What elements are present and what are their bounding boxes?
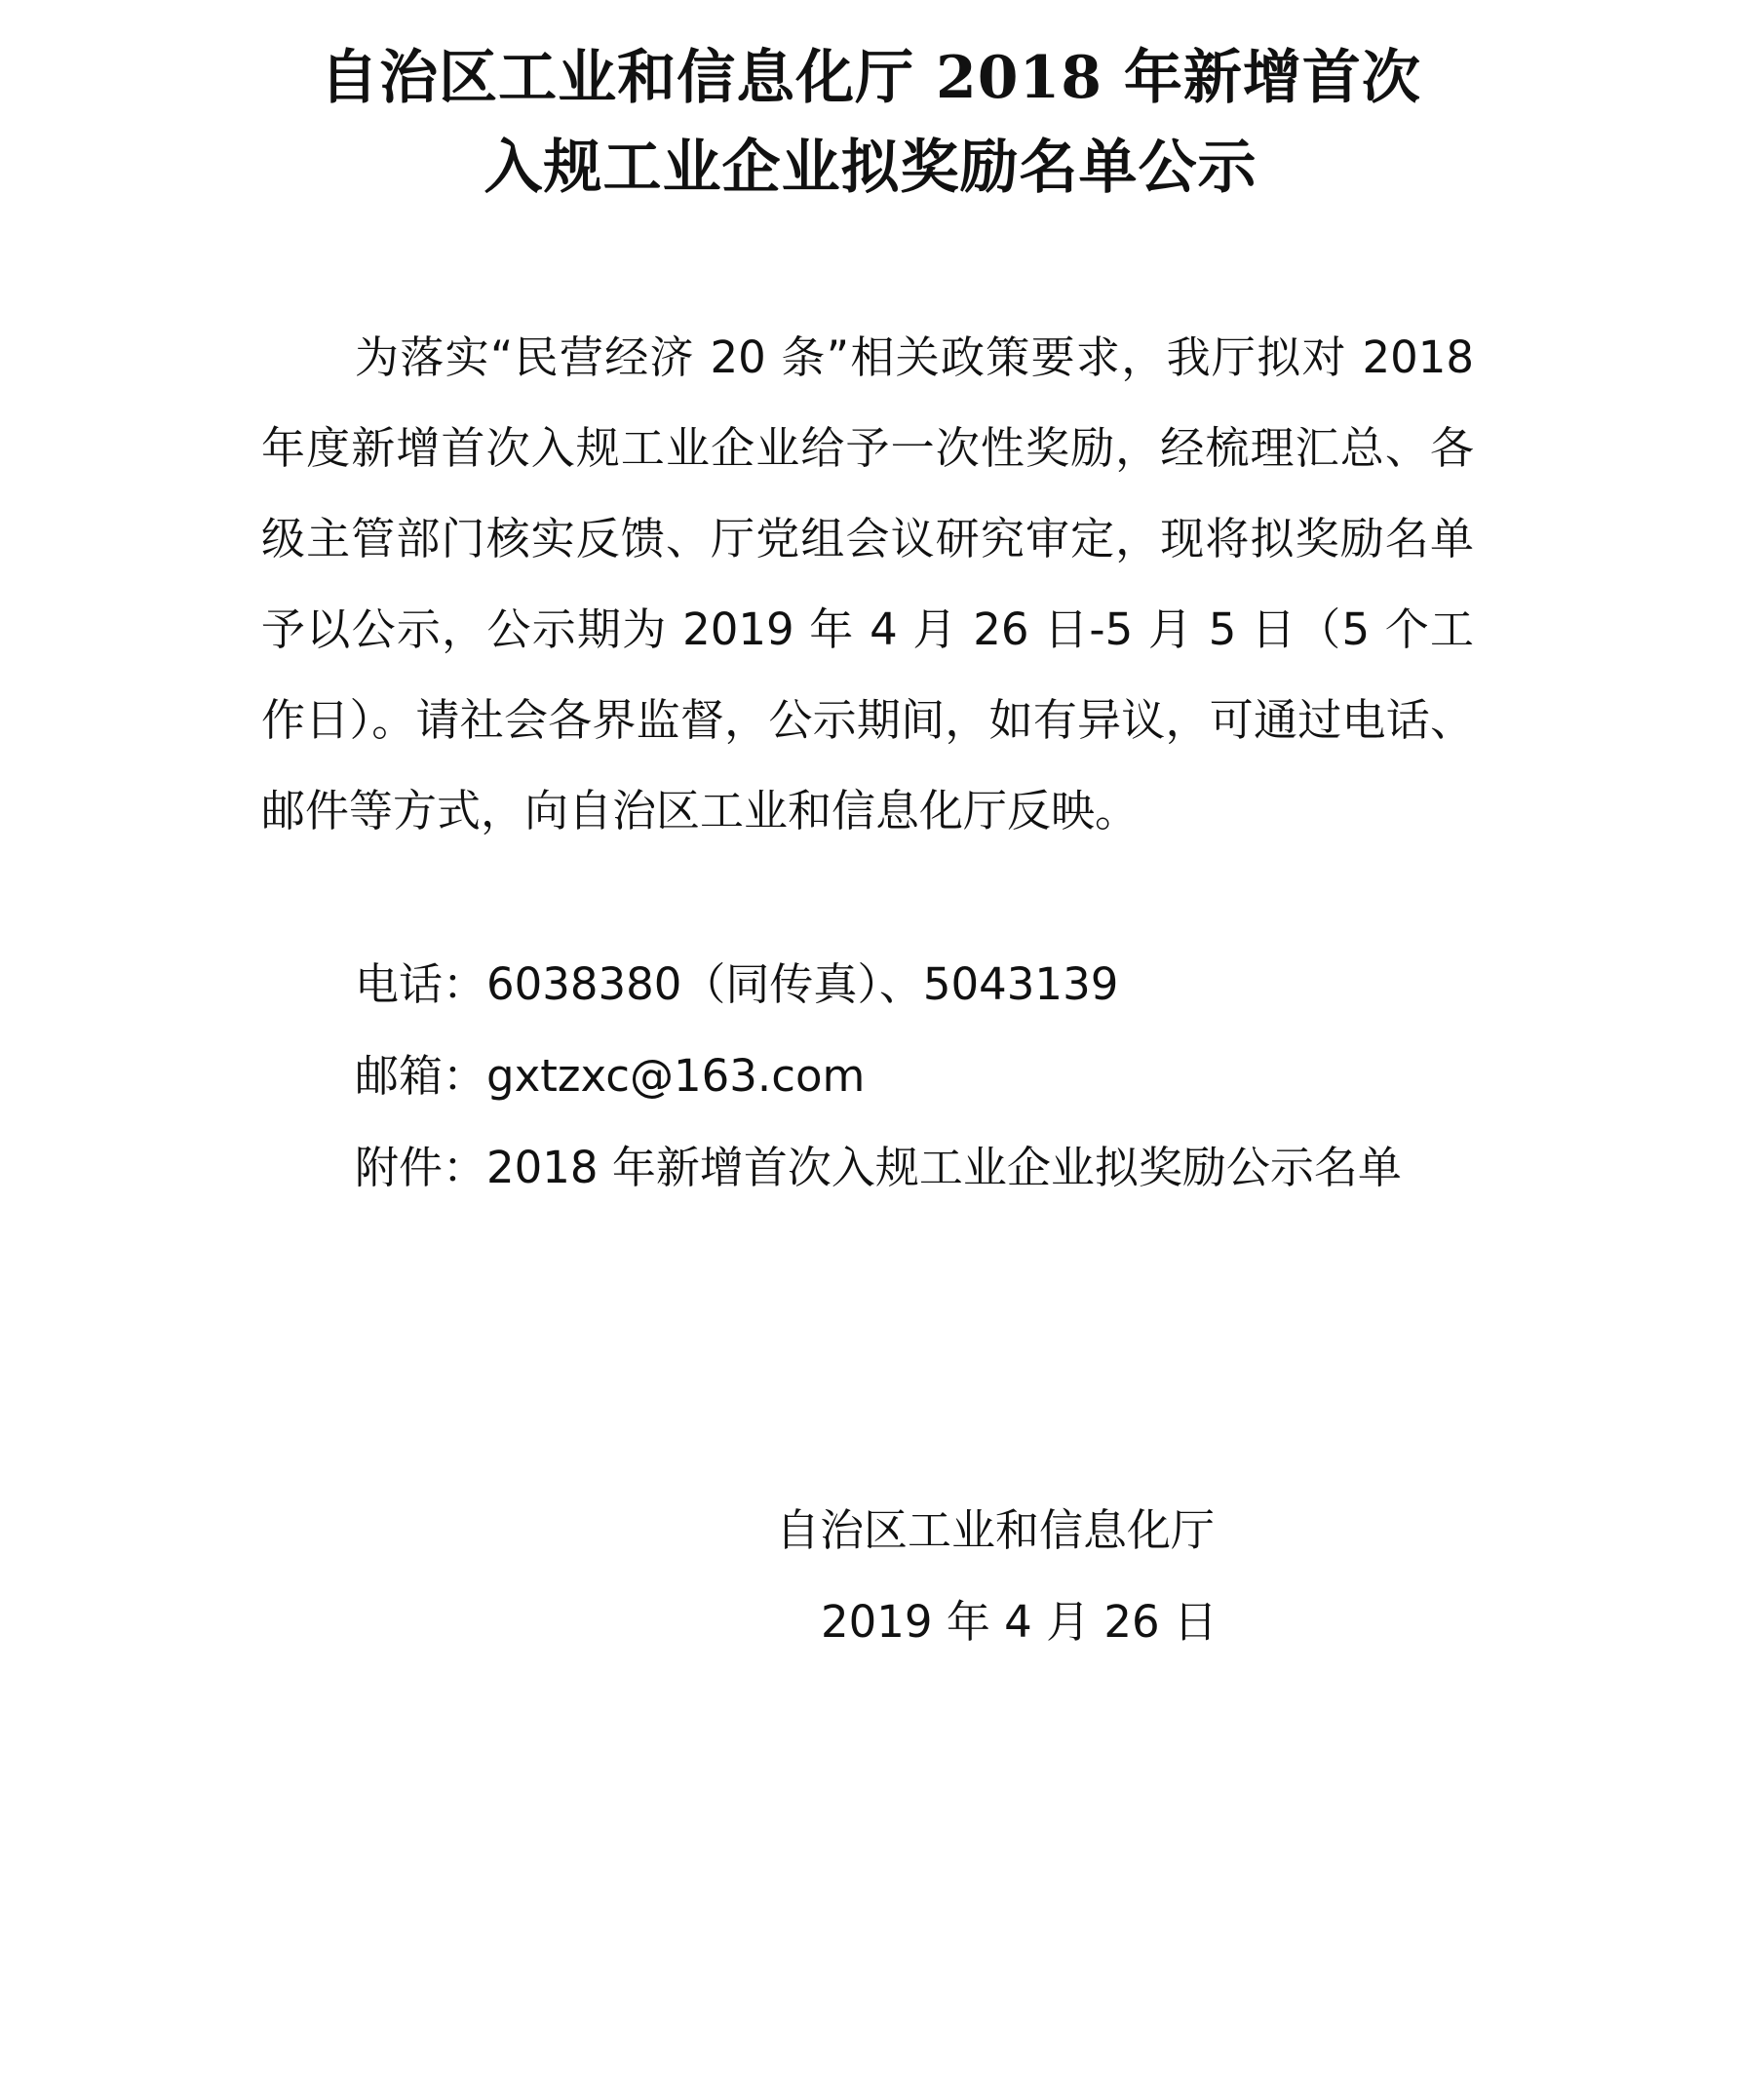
signature-organization: 自治区工业和信息化厅 bbox=[776, 1504, 1216, 1556]
contact-phone: 电话：6038380（同传真）、5043139 bbox=[355, 958, 1119, 1010]
document-title-line-2: 入规工业企业拟奖励名单公示 bbox=[484, 134, 1257, 202]
body-paragraph: 为落实“民营经济 20 条”相关政策要求，我厅拟对 2018 年度新增首次入规工业企业给予一次性奖励，经梳理汇总、各级主管部门核实反馈、厅党组会议研究审定，现将拟奖励名单予以公示，公示期为 2019 年 4 月 26 日-5 月 5 日（5 个工作日）。请社会各界监督，公示期间，如有异议，可通过电话、邮件等方式，向自治区工业和信息化厅反映。 bbox=[261, 331, 1474, 836]
signature-date: 2019 年 4 月 26 日 bbox=[821, 1596, 1218, 1648]
contact-email: 邮箱：gxtzxc@163.com bbox=[355, 1050, 866, 1102]
attachment-note: 附件：2018 年新增首次入规工业企业拟奖励公示名单 bbox=[355, 1142, 1402, 1193]
document-title-line-1: 自治区工业和信息化厅 2018 年新增首次 bbox=[320, 44, 1421, 112]
